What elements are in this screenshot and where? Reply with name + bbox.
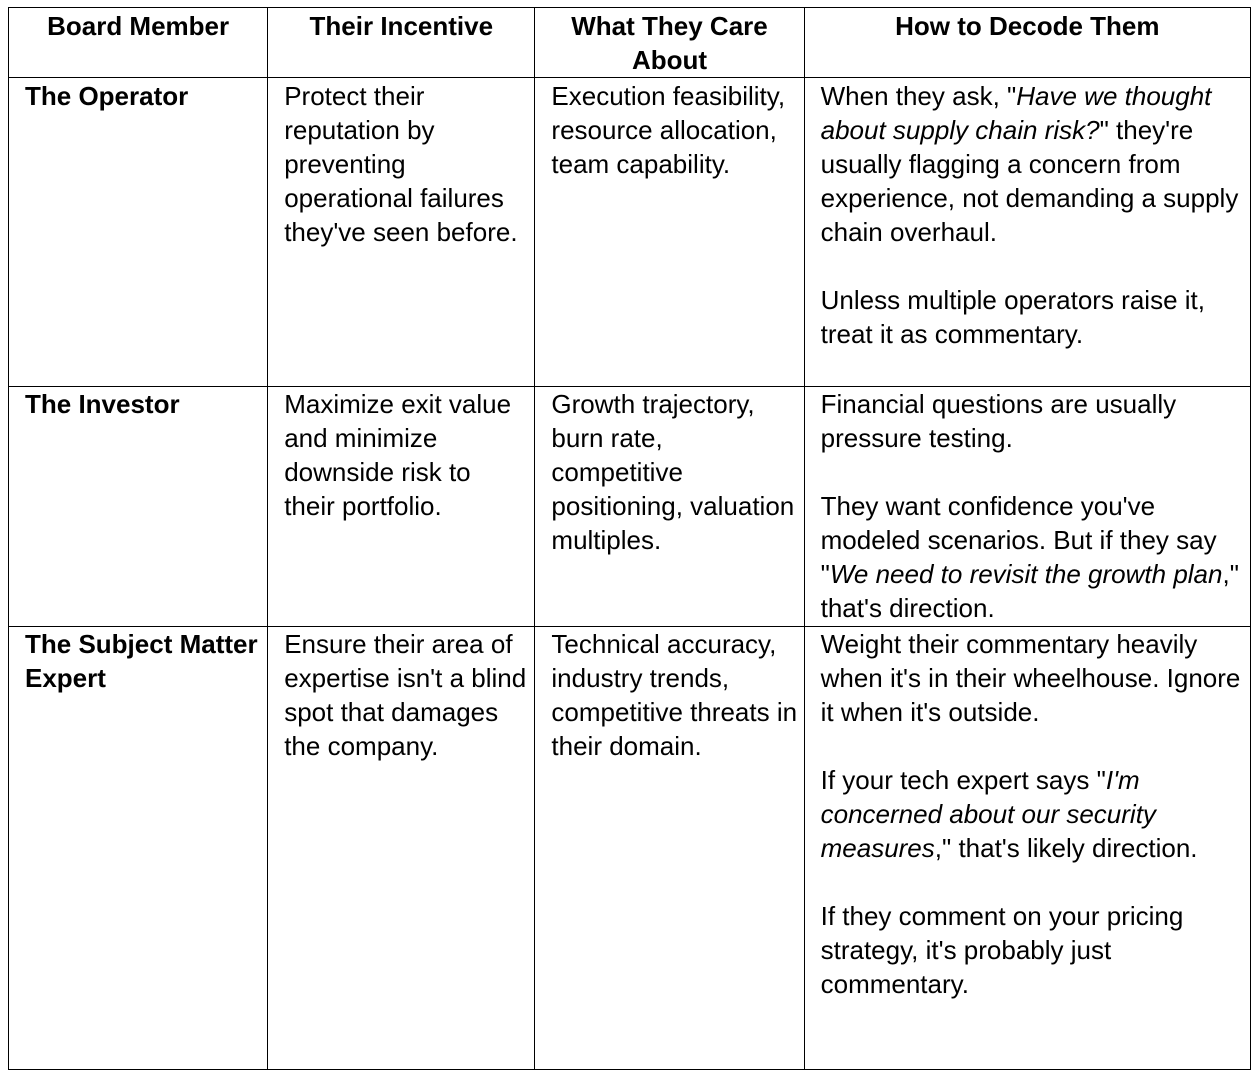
decode-cell bbox=[804, 387, 1250, 627]
incentive-cell: Protect their reputation by preventing operational failures they've seen before. bbox=[268, 78, 535, 387]
incentive-cell: Maximize exit value and minimize downside risk to their portfolio. bbox=[268, 387, 535, 627]
cares-cell: Execution feasibility, resource allocation, team capability. bbox=[535, 78, 804, 387]
decode-paragraph: They want confidence you've modeled scenarios. But if they say "We need to revisit the growth plan," that's direction. bbox=[820, 491, 1239, 624]
cares-cell: Technical accuracy, industry trends, competitive threats in their domain. bbox=[535, 626, 804, 1069]
quoted-statement: We need to revisit the growth plan bbox=[829, 559, 1223, 590]
incentive-cell: Ensure their area of expertise isn't a blind spot that damages the company. bbox=[268, 626, 535, 1069]
decode-paragraph: Financial questions are usually pressure testing. bbox=[820, 389, 1177, 454]
decode-paragraph: Weight their commentary heavily when it's in their wheelhouse. Ignore it when it's outside. bbox=[820, 628, 1241, 727]
decode-paragraph: If your tech expert says "I'm concerned about our security measures," that's likely direction. bbox=[820, 764, 1198, 863]
header-how-to-decode: How to Decode Them bbox=[804, 8, 1250, 78]
board-members-table bbox=[8, 7, 1251, 1070]
quoted-statement: I'm concerned about our security measures bbox=[820, 764, 1156, 863]
table-row-subject-matter-expert bbox=[9, 626, 1251, 1069]
decode-paragraph: When they ask, "Have we thought about supply chain risk?" they're usually flagging a concern from experience, not demanding a supply chain overhaul. bbox=[820, 81, 1239, 248]
table-row-operator bbox=[9, 78, 1251, 387]
header-what-they-care-about: What They Care About bbox=[535, 8, 804, 78]
quoted-question: Have we thought about supply chain risk? bbox=[820, 81, 1212, 146]
member-name: The Subject Matter Expert bbox=[9, 626, 268, 1069]
decode-paragraph: If they comment on your pricing strategy, it's probably just commentary. bbox=[820, 900, 1184, 999]
decode-cell bbox=[804, 626, 1250, 1069]
cares-cell: Growth trajectory, burn rate, competitive positioning, valuation multiples. bbox=[535, 387, 804, 627]
table-row-investor bbox=[9, 387, 1251, 627]
member-name: The Investor bbox=[9, 387, 268, 627]
header-row bbox=[9, 8, 1251, 78]
decode-cell bbox=[804, 78, 1250, 387]
member-name: The Operator bbox=[9, 78, 268, 387]
decode-paragraph: Unless multiple operators raise it, treat it as commentary. bbox=[820, 285, 1205, 350]
header-board-member: Board Member bbox=[9, 8, 268, 78]
header-their-incentive: Their Incentive bbox=[268, 8, 535, 78]
